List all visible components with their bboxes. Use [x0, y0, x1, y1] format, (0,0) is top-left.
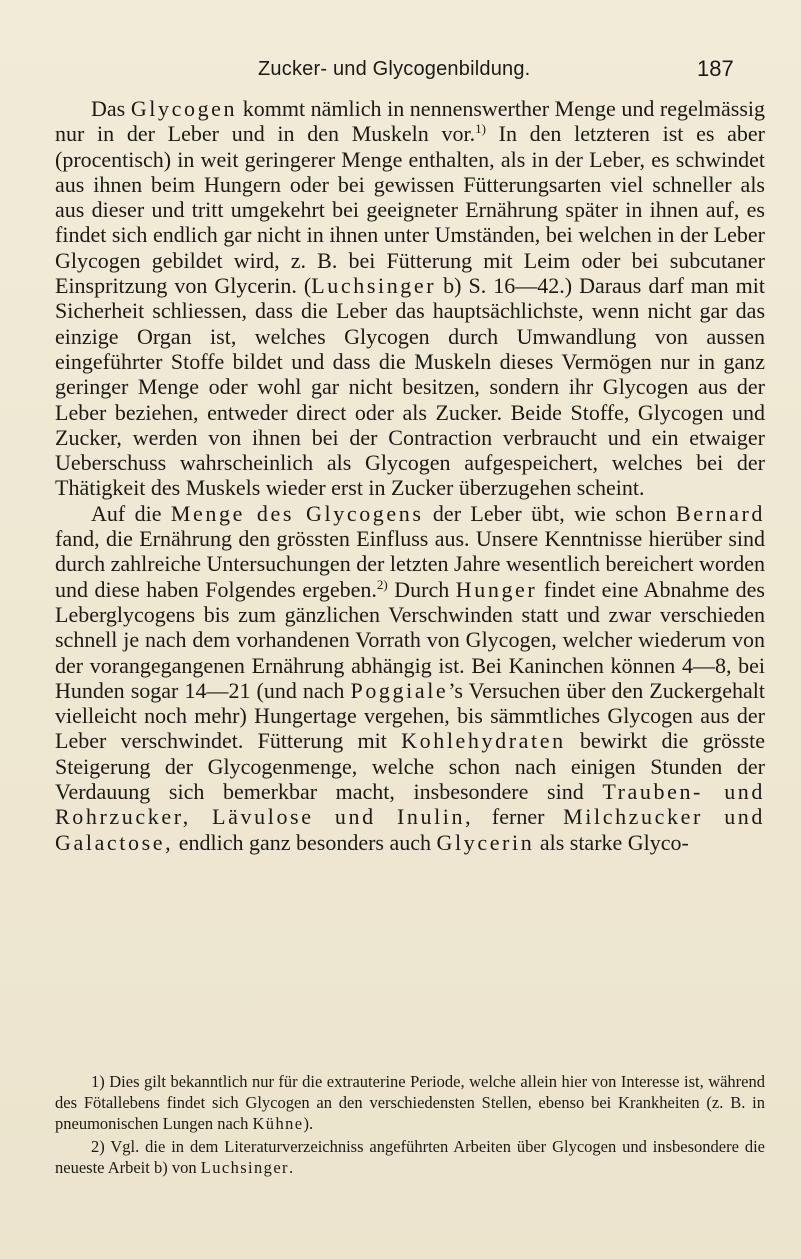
footnote-marker: 2) [91, 1137, 105, 1156]
footnote-ref-2: 2) [376, 576, 388, 592]
author-name: Luchsinger [311, 273, 437, 299]
spaced-term: Glycogen [130, 96, 238, 121]
spaced-term: Kohlehydraten [401, 728, 566, 754]
author-name: Kühne [252, 1114, 304, 1133]
author-name: Bernard [675, 500, 765, 526]
page-number: 187 [697, 56, 734, 81]
footnote-1: 1) Dies gilt bekanntlich nur für die extrauterine Periode, welche allein hier von Interesse ist, während des Fötallebens findet sich Glycogen an den verschiedensten Stellen, ebenso bei Krankheiten (z. B. in pneumonischen Lungen nach Kühne). [55, 1072, 765, 1133]
paragraph-2: Auf die Menge des Glycogens der Leber übt, wie schon Bernard fand, die Ernährung den grössten Einfluss aus. Unsere Kenntnisse hierüber sind durch zahlreiche Untersuchungen der letzten Jahre wesentlich bereichert worden und diese haben Folgendes ergeben.$^{2)}$ Durch Hunger findet eine Abnahme des Leberglycogens bis zum gänzlichen Verschwinden statt und zwar verschieden schnell je nach dem vorhandenen Vorrath von Glycogen, welcher wiederum von der vorangegangenen Ernährung abhängig ist. Bei Kaninchen können 4—8, bei Hunden sogar 14—21 (und nach Poggiale’s Versuchen über den Zuckergehalt vielleicht noch mehr) Hungertage vergehen, bis sämmtliches Glycogen aus der Leber verschwindet. Fütterung mit Kohlehydraten bewirkt die grösste Steigerung der Glycogenmenge, welche schon nach einigen Stunden der Verdauung sich bemerkbar macht, insbesondere sind Trauben- und Rohrzucker, Lävulose und Inulin, ferner Milchzucker und Galactose, endlich ganz besonders auch Glycerin als starke Glyco- [55, 500, 765, 855]
spaced-term: Trauben- und Rohrzucker, Lävulose und Inulin, [55, 779, 765, 830]
footnote-ref-1: 1) [475, 121, 486, 137]
running-title: Zucker- und Glycogenbildung. [258, 58, 531, 80]
spaced-term: Milchzucker und Galactose, [55, 804, 765, 855]
body-text [55, 96, 765, 855]
spaced-term: Glycerin [436, 829, 535, 855]
paragraph-1: Das Glycogen kommt nämlich in nennenswerther Menge und regelmässig nur in der Leber und in den Muskeln vor.$^{1)}$ In den letzteren ist es aber (procentisch) in weit geringerer Menge enthalten, als in der Leber, es schwindet aus ihnen beim Hungern oder bei gewissen Fütterungsarten viel schneller als aus dieser und tritt umgekehrt bei geeigneter Ernährung später in ihnen auf, es findet sich endlich gar nicht in ihnen unter Umständen, bei welchen in der Leber Glycogen gebildet wird, z. B. bei Fütterung mit Leim oder bei subcutaner Einspritzung von Glycerin. (Luchsinger b) S. 16—42.) Daraus darf man mit Sicherheit schliessen, dass die Leber das hauptsächlichste, wenn nicht gar das einzige Organ ist, welches Glycogen durch Umwandlung von aussen eingeführter Stoffe bildet und dass die Muskeln dieses Vermögen nur in ganz geringer Menge oder wohl gar nicht besitzen, sondern ihr Glycogen aus der Leber beziehen, entweder direct oder als Zucker. Beide Stoffe, Glycogen und Zucker, werden von ihnen bei der Contraction verbraucht und ein etwaiger Ueberschuss wahrscheinlich als Glycogen aufgespeichert, welches bei der Thätigkeit des Muskels wieder erst in Zucker überzugehen scheint. [55, 96, 766, 501]
running-head [0, 52, 801, 88]
author-name: Poggiale [350, 677, 449, 703]
spaced-term: Hunger [455, 576, 538, 602]
spaced-term: Menge des Glycogens [170, 500, 424, 526]
footnote-2: 2) Vgl. die in dem Literaturverzeichniss angeführten Arbeiten über Glycogen und insbesondere die neueste Arbeit b) von Luchsinger. [55, 1137, 765, 1177]
author-name: Luchsinger [200, 1158, 289, 1177]
footnote-marker: 1) [91, 1072, 105, 1091]
footnotes [55, 1071, 765, 1178]
